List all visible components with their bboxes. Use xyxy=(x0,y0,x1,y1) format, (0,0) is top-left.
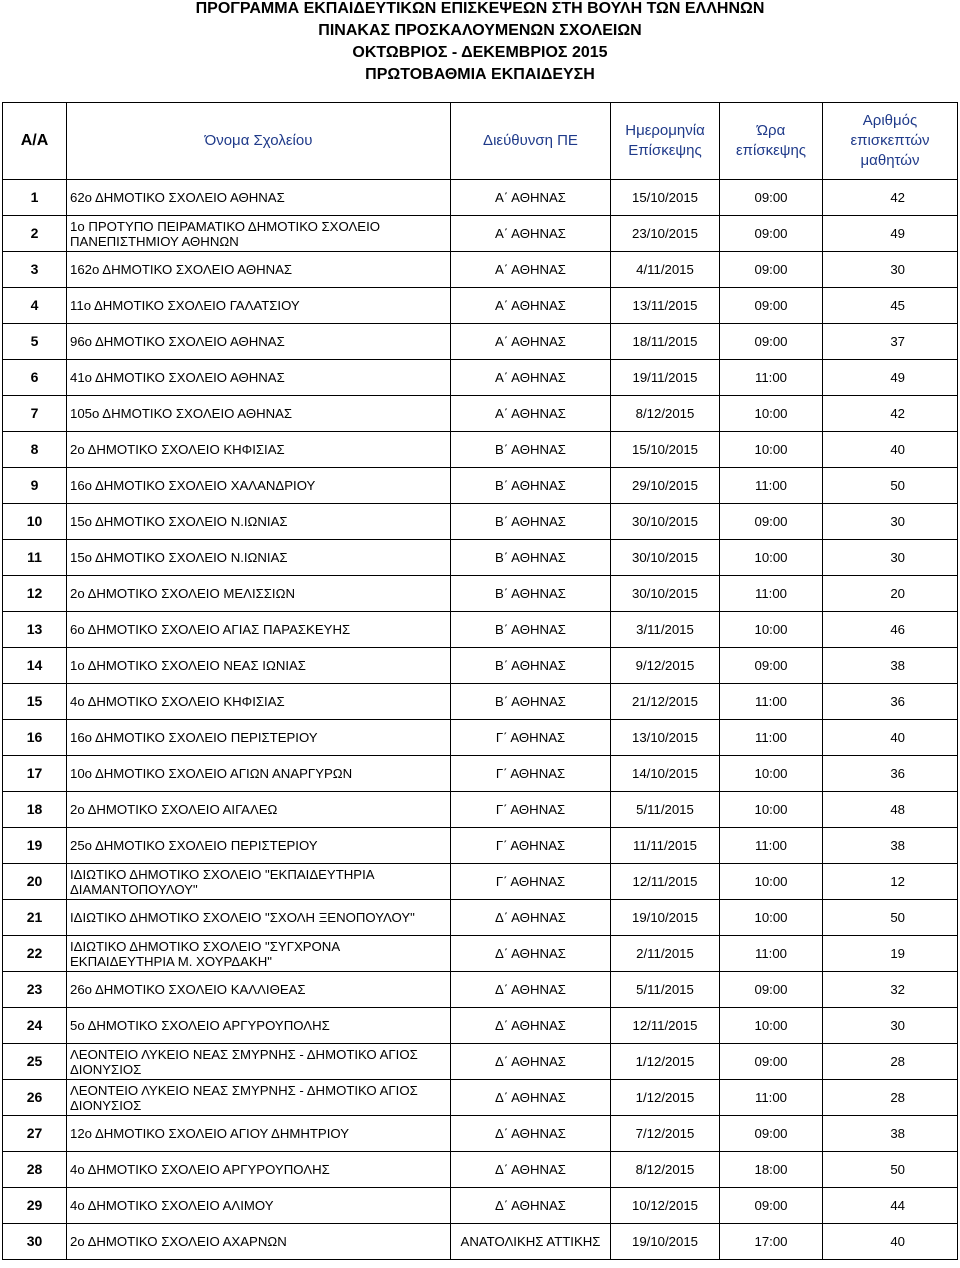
table-row xyxy=(3,576,958,612)
table-row xyxy=(3,900,958,936)
school-name: 2ο ΔΗΜΟΤΙΚΟ ΣΧΟΛΕΙΟ ΚΗΦΙΣΙΑΣ xyxy=(67,432,451,468)
table-row xyxy=(3,1224,958,1260)
table-row xyxy=(3,1008,958,1044)
school-name: 10ο ΔΗΜΟΤΙΚΟ ΣΧΟΛΕΙΟ ΑΓΙΩΝ ΑΝΑΡΓΥΡΩΝ xyxy=(67,756,451,792)
directorate: Δ΄ ΑΘΗΝΑΣ xyxy=(451,1008,611,1044)
table-row xyxy=(3,360,958,396)
directorate: Δ΄ ΑΘΗΝΑΣ xyxy=(451,1044,611,1080)
table-body xyxy=(3,180,958,1260)
row-number: 1 xyxy=(3,180,67,216)
school-name: 1ο ΠΡΟΤΥΠΟ ΠΕΙΡΑΜΑΤΙΚΟ ΔΗΜΟΤΙΚΟ ΣΧΟΛΕΙΟ ΠΑΝΕΠΙΣΤΗΜΙΟΥ ΑΘΗΝΩΝ xyxy=(67,216,451,252)
visit-date: 15/10/2015 xyxy=(611,180,720,216)
row-number: 6 xyxy=(3,360,67,396)
visit-date: 5/11/2015 xyxy=(611,792,720,828)
table-row xyxy=(3,756,958,792)
visit-date: 9/12/2015 xyxy=(611,648,720,684)
table-row xyxy=(3,864,958,900)
row-number: 17 xyxy=(3,756,67,792)
table-row xyxy=(3,180,958,216)
visit-date: 12/11/2015 xyxy=(611,864,720,900)
directorate: Α΄ ΑΘΗΝΑΣ xyxy=(451,216,611,252)
visit-date: 4/11/2015 xyxy=(611,252,720,288)
table-row xyxy=(3,396,958,432)
student-count: 38 xyxy=(823,1116,958,1152)
title-line-4: ΠΡΩΤΟΒΑΘΜΙΑ ΕΚΠΑΙΔΕΥΣΗ xyxy=(365,66,595,83)
visit-date: 18/11/2015 xyxy=(611,324,720,360)
directorate: Α΄ ΑΘΗΝΑΣ xyxy=(451,180,611,216)
directorate: Γ΄ ΑΘΗΝΑΣ xyxy=(451,756,611,792)
visit-time: 09:00 xyxy=(720,180,823,216)
school-name: 4ο ΔΗΜΟΤΙΚΟ ΣΧΟΛΕΙΟ ΑΛΙΜΟΥ xyxy=(67,1188,451,1224)
visit-time: 10:00 xyxy=(720,1008,823,1044)
visit-time: 17:00 xyxy=(720,1224,823,1260)
student-count: 50 xyxy=(823,900,958,936)
visit-time: 11:00 xyxy=(720,360,823,396)
school-name: 12ο ΔΗΜΟΤΙΚΟ ΣΧΟΛΕΙΟ ΑΓΙΟΥ ΔΗΜΗΤΡΙΟΥ xyxy=(67,1116,451,1152)
row-number: 22 xyxy=(3,936,67,972)
table-row xyxy=(3,972,958,1008)
table-row xyxy=(3,720,958,756)
table-row xyxy=(3,252,958,288)
student-count: 48 xyxy=(823,792,958,828)
school-name: 41ο ΔΗΜΟΤΙΚΟ ΣΧΟΛΕΙΟ ΑΘΗΝΑΣ xyxy=(67,360,451,396)
table-row xyxy=(3,792,958,828)
visit-time: 11:00 xyxy=(720,1080,823,1116)
school-name: 16ο ΔΗΜΟΤΙΚΟ ΣΧΟΛΕΙΟ ΠΕΡΙΣΤΕΡΙΟΥ xyxy=(67,720,451,756)
school-name: 11ο ΔΗΜΟΤΙΚΟ ΣΧΟΛΕΙΟ ΓΑΛΑΤΣΙΟΥ xyxy=(67,288,451,324)
table-row xyxy=(3,1152,958,1188)
directorate: Β΄ ΑΘΗΝΑΣ xyxy=(451,432,611,468)
directorate: Β΄ ΑΘΗΝΑΣ xyxy=(451,648,611,684)
visit-date: 19/10/2015 xyxy=(611,900,720,936)
school-name: 25ο ΔΗΜΟΤΙΚΟ ΣΧΟΛΕΙΟ ΠΕΡΙΣΤΕΡΙΟΥ xyxy=(67,828,451,864)
row-number: 26 xyxy=(3,1080,67,1116)
header-students: Αριθμός επισκεπτών μαθητών xyxy=(823,103,958,180)
visit-time: 11:00 xyxy=(720,576,823,612)
table-row xyxy=(3,216,958,252)
table-row xyxy=(3,324,958,360)
visit-time: 10:00 xyxy=(720,612,823,648)
directorate: Δ΄ ΑΘΗΝΑΣ xyxy=(451,1188,611,1224)
directorate: Α΄ ΑΘΗΝΑΣ xyxy=(451,252,611,288)
row-number: 2 xyxy=(3,216,67,252)
visit-time: 09:00 xyxy=(720,216,823,252)
student-count: 40 xyxy=(823,432,958,468)
visit-time: 09:00 xyxy=(720,1044,823,1080)
student-count: 50 xyxy=(823,1152,958,1188)
student-count: 32 xyxy=(823,972,958,1008)
visit-time: 09:00 xyxy=(720,1188,823,1224)
row-number: 13 xyxy=(3,612,67,648)
school-name: 96ο ΔΗΜΟΤΙΚΟ ΣΧΟΛΕΙΟ ΑΘΗΝΑΣ xyxy=(67,324,451,360)
school-name: ΙΔΙΩΤΙΚΟ ΔΗΜΟΤΙΚΟ ΣΧΟΛΕΙΟ "ΣΧΟΛΗ ΞΕΝΟΠΟΥΛΟΥ" xyxy=(67,900,451,936)
school-name: 6ο ΔΗΜΟΤΙΚΟ ΣΧΟΛΕΙΟ ΑΓΙΑΣ ΠΑΡΑΣΚΕΥΗΣ xyxy=(67,612,451,648)
table-row xyxy=(3,1116,958,1152)
header-time: Ώρα επίσκεψης xyxy=(720,103,823,180)
directorate: Α΄ ΑΘΗΝΑΣ xyxy=(451,288,611,324)
student-count: 37 xyxy=(823,324,958,360)
table-row xyxy=(3,504,958,540)
table-row xyxy=(3,684,958,720)
row-number: 28 xyxy=(3,1152,67,1188)
schools-table xyxy=(2,102,958,1260)
directorate: Α΄ ΑΘΗΝΑΣ xyxy=(451,324,611,360)
student-count: 19 xyxy=(823,936,958,972)
school-name: ΛΕΟΝΤΕΙΟ ΛΥΚΕΙΟ ΝΕΑΣ ΣΜΥΡΝΗΣ - ΔΗΜΟΤΙΚΟ ΑΓΙΟΣ ΔΙΟΝΥΣΙΟΣ xyxy=(67,1044,451,1080)
header-date: Ημερομηνία Επίσκεψης xyxy=(611,103,720,180)
row-number: 30 xyxy=(3,1224,67,1260)
visit-time: 10:00 xyxy=(720,792,823,828)
student-count: 50 xyxy=(823,468,958,504)
student-count: 40 xyxy=(823,720,958,756)
row-number: 10 xyxy=(3,504,67,540)
visit-date: 1/12/2015 xyxy=(611,1044,720,1080)
table-row xyxy=(3,288,958,324)
student-count: 45 xyxy=(823,288,958,324)
visit-time: 10:00 xyxy=(720,540,823,576)
student-count: 20 xyxy=(823,576,958,612)
table-row xyxy=(3,540,958,576)
title-line-3: ΟΚΤΩΒΡΙΟΣ - ΔΕΚΕΜΒΡΙΟΣ 2015 xyxy=(352,44,608,61)
student-count: 42 xyxy=(823,396,958,432)
row-number: 3 xyxy=(3,252,67,288)
visit-time: 11:00 xyxy=(720,468,823,504)
school-name: 4ο ΔΗΜΟΤΙΚΟ ΣΧΟΛΕΙΟ ΚΗΦΙΣΙΑΣ xyxy=(67,684,451,720)
table-row xyxy=(3,648,958,684)
student-count: 30 xyxy=(823,1008,958,1044)
visit-time: 09:00 xyxy=(720,504,823,540)
document-title-block xyxy=(0,0,960,98)
student-count: 30 xyxy=(823,504,958,540)
visit-time: 10:00 xyxy=(720,756,823,792)
school-name: ΛΕΟΝΤΕΙΟ ΛΥΚΕΙΟ ΝΕΑΣ ΣΜΥΡΝΗΣ - ΔΗΜΟΤΙΚΟ ΑΓΙΟΣ ΔΙΟΝΥΣΙΟΣ xyxy=(67,1080,451,1116)
visit-time: 11:00 xyxy=(720,720,823,756)
directorate: Β΄ ΑΘΗΝΑΣ xyxy=(451,576,611,612)
row-number: 7 xyxy=(3,396,67,432)
row-number: 23 xyxy=(3,972,67,1008)
table-row xyxy=(3,1080,958,1116)
visit-time: 10:00 xyxy=(720,396,823,432)
visit-date: 21/12/2015 xyxy=(611,684,720,720)
directorate: Δ΄ ΑΘΗΝΑΣ xyxy=(451,1152,611,1188)
visit-date: 13/10/2015 xyxy=(611,720,720,756)
directorate: Β΄ ΑΘΗΝΑΣ xyxy=(451,612,611,648)
student-count: 28 xyxy=(823,1080,958,1116)
row-number: 16 xyxy=(3,720,67,756)
visit-date: 11/11/2015 xyxy=(611,828,720,864)
visit-date: 15/10/2015 xyxy=(611,432,720,468)
school-name: 105ο ΔΗΜΟΤΙΚΟ ΣΧΟΛΕΙΟ ΑΘΗΝΑΣ xyxy=(67,396,451,432)
visit-time: 18:00 xyxy=(720,1152,823,1188)
student-count: 38 xyxy=(823,828,958,864)
table-row xyxy=(3,432,958,468)
visit-date: 12/11/2015 xyxy=(611,1008,720,1044)
directorate: Γ΄ ΑΘΗΝΑΣ xyxy=(451,720,611,756)
title-line-1: ΠΡΟΓΡΑΜΜΑ ΕΚΠΑΙΔΕΥΤΙΚΩΝ ΕΠΙΣΚΕΨΕΩΝ ΣΤΗ ΒΟΥΛΗ ΤΩΝ ΕΛΛΗΝΩΝ xyxy=(195,0,765,17)
directorate: Δ΄ ΑΘΗΝΑΣ xyxy=(451,1116,611,1152)
school-name: 2ο ΔΗΜΟΤΙΚΟ ΣΧΟΛΕΙΟ ΑΧΑΡΝΩΝ xyxy=(67,1224,451,1260)
school-name: 16ο ΔΗΜΟΤΙΚΟ ΣΧΟΛΕΙΟ ΧΑΛΑΝΔΡΙΟΥ xyxy=(67,468,451,504)
visit-time: 09:00 xyxy=(720,1116,823,1152)
table-row xyxy=(3,1044,958,1080)
visit-time: 11:00 xyxy=(720,828,823,864)
directorate: Γ΄ ΑΘΗΝΑΣ xyxy=(451,864,611,900)
student-count: 44 xyxy=(823,1188,958,1224)
row-number: 19 xyxy=(3,828,67,864)
row-number: 21 xyxy=(3,900,67,936)
visit-time: 10:00 xyxy=(720,432,823,468)
title-line-2: ΠΙΝΑΚΑΣ ΠΡΟΣΚΑΛΟΥΜΕΝΩΝ ΣΧΟΛΕΙΩΝ xyxy=(318,22,642,39)
directorate: Β΄ ΑΘΗΝΑΣ xyxy=(451,504,611,540)
visit-time: 10:00 xyxy=(720,864,823,900)
visit-date: 30/10/2015 xyxy=(611,504,720,540)
visit-date: 2/11/2015 xyxy=(611,936,720,972)
visit-date: 3/11/2015 xyxy=(611,612,720,648)
visit-time: 09:00 xyxy=(720,288,823,324)
row-number: 9 xyxy=(3,468,67,504)
header-school: Όνομα Σχολείου xyxy=(67,103,451,180)
student-count: 28 xyxy=(823,1044,958,1080)
school-name: 2ο ΔΗΜΟΤΙΚΟ ΣΧΟΛΕΙΟ ΑΙΓΑΛΕΩ xyxy=(67,792,451,828)
row-number: 4 xyxy=(3,288,67,324)
table-row xyxy=(3,1188,958,1224)
directorate: Δ΄ ΑΘΗΝΑΣ xyxy=(451,936,611,972)
school-name: 15ο ΔΗΜΟΤΙΚΟ ΣΧΟΛΕΙΟ Ν.ΙΩΝΙΑΣ xyxy=(67,540,451,576)
visit-date: 8/12/2015 xyxy=(611,396,720,432)
header-aa: Α/Α xyxy=(3,103,67,180)
visit-date: 7/12/2015 xyxy=(611,1116,720,1152)
visit-time: 11:00 xyxy=(720,936,823,972)
table-row xyxy=(3,612,958,648)
header-directorate: Διεύθυνση ΠΕ xyxy=(451,103,611,180)
directorate: Β΄ ΑΘΗΝΑΣ xyxy=(451,684,611,720)
directorate: Δ΄ ΑΘΗΝΑΣ xyxy=(451,900,611,936)
row-number: 11 xyxy=(3,540,67,576)
school-name: 15ο ΔΗΜΟΤΙΚΟ ΣΧΟΛΕΙΟ Ν.ΙΩΝΙΑΣ xyxy=(67,504,451,540)
table-row xyxy=(3,468,958,504)
student-count: 36 xyxy=(823,684,958,720)
student-count: 36 xyxy=(823,756,958,792)
student-count: 40 xyxy=(823,1224,958,1260)
row-number: 29 xyxy=(3,1188,67,1224)
row-number: 5 xyxy=(3,324,67,360)
visit-time: 09:00 xyxy=(720,972,823,1008)
directorate: Δ΄ ΑΘΗΝΑΣ xyxy=(451,1080,611,1116)
school-name: 2ο ΔΗΜΟΤΙΚΟ ΣΧΟΛΕΙΟ ΜΕΛΙΣΣΙΩΝ xyxy=(67,576,451,612)
visit-date: 19/10/2015 xyxy=(611,1224,720,1260)
directorate: Β΄ ΑΘΗΝΑΣ xyxy=(451,468,611,504)
directorate: Α΄ ΑΘΗΝΑΣ xyxy=(451,360,611,396)
directorate: ΑΝΑΤΟΛΙΚΗΣ ΑΤΤΙΚΗΣ xyxy=(451,1224,611,1260)
row-number: 15 xyxy=(3,684,67,720)
visit-date: 29/10/2015 xyxy=(611,468,720,504)
student-count: 38 xyxy=(823,648,958,684)
school-name: 62ο ΔΗΜΟΤΙΚΟ ΣΧΟΛΕΙΟ ΑΘΗΝΑΣ xyxy=(67,180,451,216)
school-name: 1ο ΔΗΜΟΤΙΚΟ ΣΧΟΛΕΙΟ ΝΕΑΣ ΙΩΝΙΑΣ xyxy=(67,648,451,684)
directorate: Α΄ ΑΘΗΝΑΣ xyxy=(451,396,611,432)
student-count: 46 xyxy=(823,612,958,648)
school-name: 4ο ΔΗΜΟΤΙΚΟ ΣΧΟΛΕΙΟ ΑΡΓΥΡΟΥΠΟΛΗΣ xyxy=(67,1152,451,1188)
table-header-row xyxy=(3,103,958,180)
visit-time: 11:00 xyxy=(720,684,823,720)
directorate: Γ΄ ΑΘΗΝΑΣ xyxy=(451,792,611,828)
visit-date: 1/12/2015 xyxy=(611,1080,720,1116)
visit-date: 13/11/2015 xyxy=(611,288,720,324)
directorate: Β΄ ΑΘΗΝΑΣ xyxy=(451,540,611,576)
visit-date: 14/10/2015 xyxy=(611,756,720,792)
row-number: 18 xyxy=(3,792,67,828)
row-number: 12 xyxy=(3,576,67,612)
visit-date: 23/10/2015 xyxy=(611,216,720,252)
table-row xyxy=(3,936,958,972)
student-count: 12 xyxy=(823,864,958,900)
visit-time: 09:00 xyxy=(720,324,823,360)
school-name: ΙΔΙΩΤΙΚΟ ΔΗΜΟΤΙΚΟ ΣΧΟΛΕΙΟ "ΣΥΓΧΡΟΝΑ ΕΚΠΑΙΔΕΥΤΗΡΙΑ Μ. ΧΟΥΡΔΑΚΗ" xyxy=(67,936,451,972)
directorate: Δ΄ ΑΘΗΝΑΣ xyxy=(451,972,611,1008)
school-name: 5ο ΔΗΜΟΤΙΚΟ ΣΧΟΛΕΙΟ ΑΡΓΥΡΟΥΠΟΛΗΣ xyxy=(67,1008,451,1044)
row-number: 24 xyxy=(3,1008,67,1044)
row-number: 25 xyxy=(3,1044,67,1080)
visit-time: 10:00 xyxy=(720,900,823,936)
visit-time: 09:00 xyxy=(720,648,823,684)
row-number: 14 xyxy=(3,648,67,684)
school-name: 162ο ΔΗΜΟΤΙΚΟ ΣΧΟΛΕΙΟ ΑΘΗΝΑΣ xyxy=(67,252,451,288)
table-row xyxy=(3,828,958,864)
visit-time: 09:00 xyxy=(720,252,823,288)
row-number: 27 xyxy=(3,1116,67,1152)
student-count: 30 xyxy=(823,252,958,288)
visit-date: 30/10/2015 xyxy=(611,576,720,612)
school-name: ΙΔΙΩΤΙΚΟ ΔΗΜΟΤΙΚΟ ΣΧΟΛΕΙΟ "ΕΚΠΑΙΔΕΥΤΗΡΙΑ ΔΙΑΜΑΝΤΟΠΟΥΛΟΥ" xyxy=(67,864,451,900)
visit-date: 19/11/2015 xyxy=(611,360,720,396)
student-count: 49 xyxy=(823,360,958,396)
visit-date: 5/11/2015 xyxy=(611,972,720,1008)
school-name: 26ο ΔΗΜΟΤΙΚΟ ΣΧΟΛΕΙΟ ΚΑΛΛΙΘΕΑΣ xyxy=(67,972,451,1008)
directorate: Γ΄ ΑΘΗΝΑΣ xyxy=(451,828,611,864)
row-number: 20 xyxy=(3,864,67,900)
visit-date: 30/10/2015 xyxy=(611,540,720,576)
row-number: 8 xyxy=(3,432,67,468)
visit-date: 8/12/2015 xyxy=(611,1152,720,1188)
student-count: 42 xyxy=(823,180,958,216)
visit-date: 10/12/2015 xyxy=(611,1188,720,1224)
student-count: 30 xyxy=(823,540,958,576)
student-count: 49 xyxy=(823,216,958,252)
